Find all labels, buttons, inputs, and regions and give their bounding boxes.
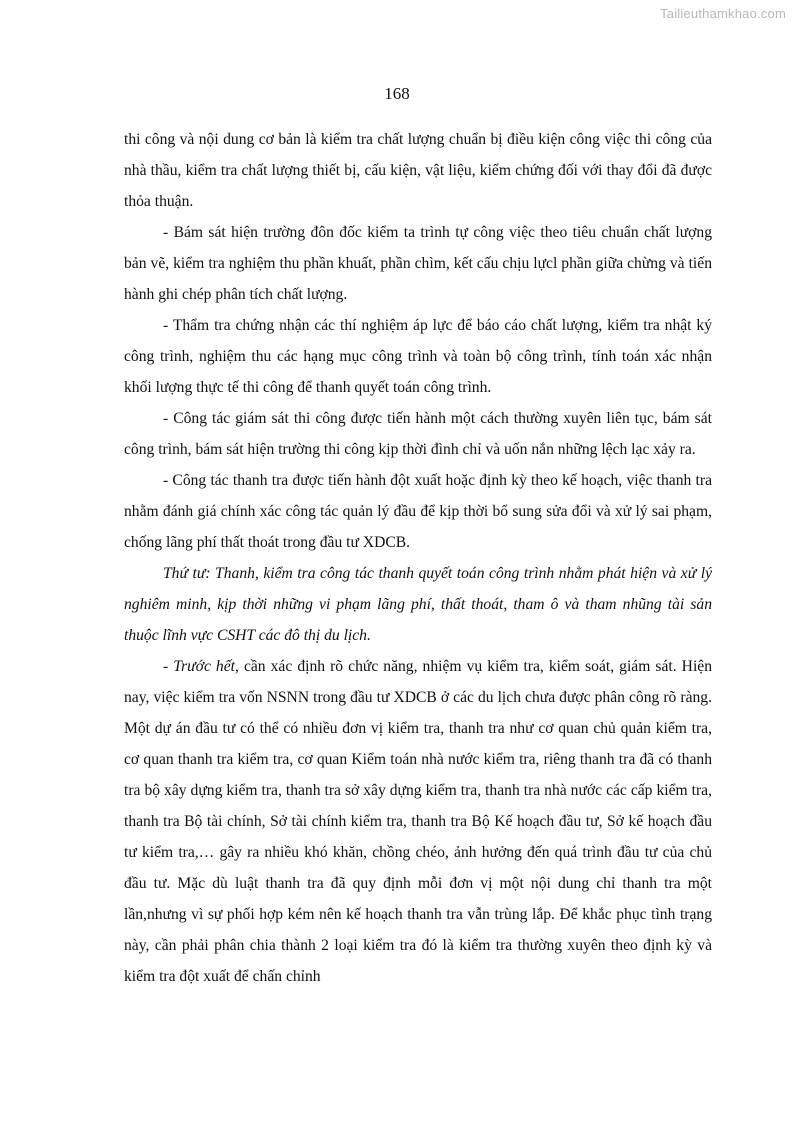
paragraph-body-text: cần xác định rõ chức năng, nhiệm vụ kiểm tra, kiểm soát, giám sát. Hiện nay, việc kiểm tra vốn NSNN trong đầu tư XDCB ở các du lịch chưa được phân công rõ ràng. Một dự án đầu tư có thể có nhiều đơn vị kiểm tra, thanh tra như cơ quan chủ quản kiểm tra, cơ quan thanh tra kiểm tra, cơ quan Kiểm toán nhà nước kiểm tra, riêng thanh tra đã có thanh tra bộ xây dựng kiểm tra, thanh tra sở xây dựng kiểm tra, thanh tra nhà nước các cấp kiểm tra, thanh tra Bộ tài chính, Sở tài chính kiểm tra, thanh tra Bộ Kế hoạch đầu tư, Sở kế hoạch đầu tư kiểm tra,… gây ra nhiều khó khăn, chồng chéo, ảnh hưởng đến quá trình đầu tư của chủ đầu tư. Mặc dù luật thanh tra đã quy định mỗi đơn vị một nội dung chỉ thanh tra một lần,nhưng vì sự phối hợp kém nên kế hoạch thanh tra vẫn trùng lắp. Để khắc phục tình trạng này, cần phải phân chia thành 2 loại kiểm tra đó là kiểm tra thường xuyên theo định kỳ và kiểm tra đột xuất để chấn chỉnh [124,658,712,985]
paragraph-verification: - Thẩm tra chứng nhận các thí nghiệm áp lực để báo cáo chất lượng, kiểm tra nhật ký công trình, nghiệm thu các hạng mục công trình và toàn bộ công trình, tính toán xác nhận khối lượng thực tế thi công để thanh quyết toán công trình. [124,317,712,396]
paragraph-site-supervision: - Bám sát hiện trường đôn đốc kiểm ta trình tự công việc theo tiêu chuẩn chất lượng bản vẽ, kiểm tra nghiệm thu phần khuất, phần chìm, kết cấu chịu lựcl phần giữa chừng và tiến hành ghi chép phân tích chất lượng. [124,224,712,303]
paragraph-inspection: - Công tác thanh tra được tiến hành đột xuất hoặc định kỳ theo kế hoạch, việc thanh tra nhằm đánh giá chính xác công tác quản lý đầu để kịp thời bổ sung sửa đổi và xử lý sai phạm, chống lãng phí thất thoát trong đầu tư XDCB. [124,472,712,551]
watermark: Tailieuthamkhao.com [660,6,786,21]
page-number: 168 [384,84,410,103]
paragraph-fourth-measure: Thứ tư: Thanh, kiểm tra công tác thanh quyết toán công trình nhằm phát hiện và xử lý nghiêm minh, kịp thời những vi phạm lãng phí, thất thoát, tham ô và tham nhũng tài sản thuộc lĩnh vực CSHT các đô thị du lịch. [124,565,712,644]
paragraph-construction-supervision: - Công tác giám sát thi công được tiến hành một cách thường xuyên liên tục, bám sát công trình, bám sát hiện trường thi công kịp thời đình chỉ và uốn nắn những lệch lạc xảy ra. [124,410,712,458]
document-body [124,124,712,992]
paragraph-lead-phrase: - Trước hết, [163,658,239,675]
paragraph-continuation: thi công và nội dung cơ bản là kiểm tra chất lượng chuẩn bị điều kiện công việc thi công của nhà thầu, kiểm tra chất lượng thiết bị, cấu kiện, vật liệu, kiểm chứng đối với thay đổi đã được thỏa thuận. [124,131,712,210]
paragraph-first-of-all [124,651,712,992]
